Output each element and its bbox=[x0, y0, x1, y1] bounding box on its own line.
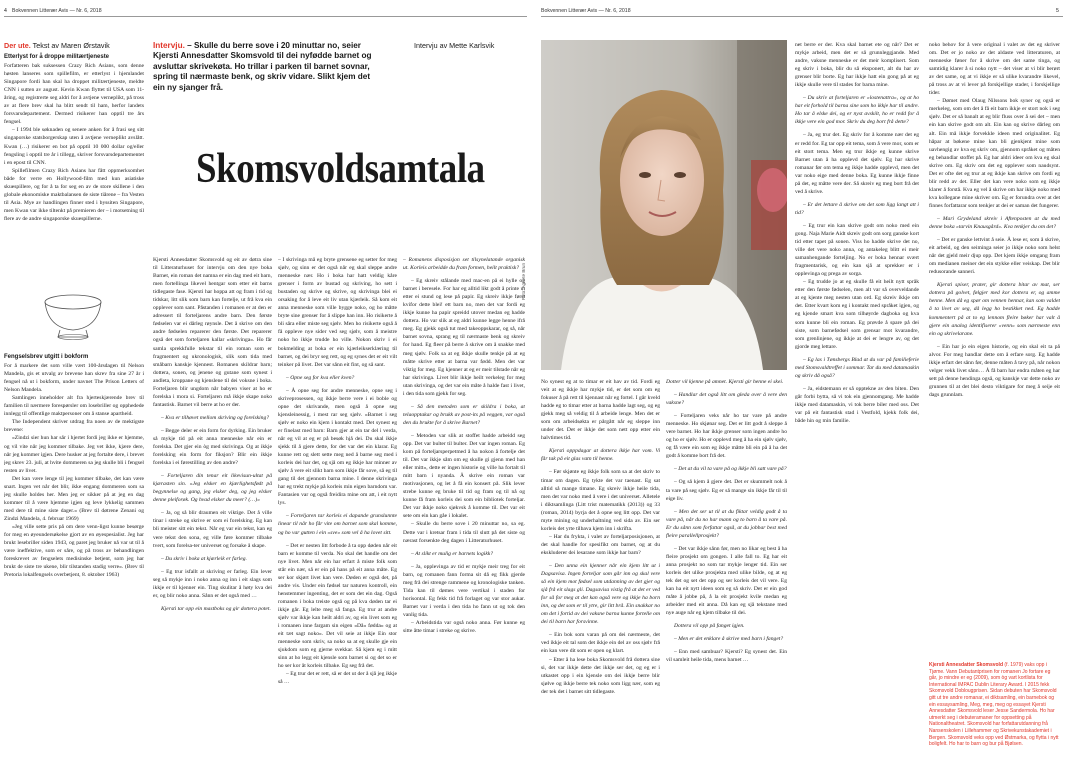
question: – Du skriv i boka at kjærleik er farleg. bbox=[161, 555, 247, 562]
question: – Er det lettare å skrive om det som ligg langt att i tid? bbox=[795, 201, 919, 216]
body-paragraph: – Enn med sambuar? Kjersti? Eg synest det. Ein vil samleit heile tida, mens barnet … bbox=[666, 649, 787, 664]
intro-kicker: Intervju. bbox=[153, 41, 185, 50]
bio-text: (f. 1979) vaks opp i Tjøme. Vann Debutantprisen for romanen Jo fortare eg går, jo mindre er eg (2009), som òg vart kortlista for International IMPAC Dublin Literary Award. I 2015 fekk Skomsvold Doblougprisen. Sidan debuten har Skomsvold gitt ut tre andre romanar, ei diktsamling, ein barnebok og ein essaysamling, Meg, meg, meg og essayet Kjersti Annesdatter Skomsvold leser Jesse Sandermola. Ho har utmerkt seg i debuteramaner for oppsetting på Nationaltheatret. Skomsvold har forfattarutdanning frå Nansenskolen i Lillehammer og Skrivekunstakademiet i Bergen. Skomsvold veks opp ved Østmarka, og flytta i nytt boligfelt. Ho har to barn og bur på Bjølsen. bbox=[929, 662, 1059, 748]
question: Dotter vil kjenne på amnet. Kjersti gir henne ei skei. bbox=[666, 379, 784, 385]
sidebar-section2-para: For å markere det som ville vært 100-årsdagen til Nelson Mandela, gis et utvalg av brevene han skrev fra sine 27 år i fengsel nå ut i bokform, under navnet The Prison Letters of Nelson Mandela. bbox=[4, 363, 144, 394]
body-paragraph: – Begge deler er ein form for dyrking. Ein bruker så mykje tid på eit anna menneske når ein er forelska. Det gjer ein òg med skrivinga. Og at ikkje forelsking ein form for fiksjon? Blir ein ikkje forelska i ei førestilling av den andre? bbox=[153, 427, 272, 467]
body-paragraph: – Ja, opplevinga av tid er mykje meir treg for eit barn, og romanen fann forma sit då eg fikk gjerde meg frå dei strenge rammene og kronologiske tanken. Tida kan til dømes vere vertikal i staden for horisontal. Eg fekk tid frå forlaget og var stor aukar. Barnet var i verda i den tida ho fann ut og tok den vanlig tida. bbox=[403, 563, 525, 618]
body-paragraph: – Ein har jo ein eigen historie, og ein skal eit ta på alvor. For meg handlar dette om å erfare sorg. Eg hadde ikkje erfart det sånn før, denne måten å tavy på, når nokon velger vekk livet sånn… Å få barn har endra måten eg har sett på denne hendinga også, og kanskje var dette noko av grunnen til at det blei desto viktigare for meg å seije eit dags grunnlam. bbox=[929, 343, 1060, 398]
body-paragraph: – Eg trudde jo at eg skulle få eit heilt nytt språk etter den første fødselen, men alt var så overveldande at eg kjente meg nesten utan ord. Eg skreiv ikkje om det. Etter kvart kom eg i kontakt med språket igjen, og eg kjende smart kva som tilhøyrde dagboka og kva som kunne bli ein roman. Eg prøvde å spare på dei siste, som barnefødsel som grensar mot kvarandre, som grenlinjene, og ikkje at dei er lengre av, og det gjorde meg lettare. bbox=[795, 279, 919, 350]
sidebar-section2-para: The Independent skriver utdrag fra noen av de mektigste brevene: bbox=[4, 419, 144, 434]
right-page-number: 5 bbox=[1056, 8, 1059, 14]
body-paragraph: No synest eg at to timar er eit hav av tid. Fordi eg veit at eg ikkje har mykje tid, er det som om eg fokuser å på rett til kjennast når eg fortel. I går kveld hadde eg to timar etter at barna hadde lagt seg, og eg gjekk meg så veldig til å arbeide lenge. Men det er som om arbeidsøkta er pårgått når eg sleppe inn under det. Det er ikkje det som nett opp etter ein halvtimes tid. bbox=[541, 379, 660, 442]
sidebar-section1-para: Forfatteren bak suksessen Crazy Rich Asians, som denne høsten lanseres som spillefilm, er etterlyst i hjemlandet Singapore fordi han skal ha droppet militærtjeneste, meldte CNN i sutten av august. Kevin Kwan flyttet til USA som 11-åring, og registrerte seg aldri for å avtjene verneplikt, på tross av at flere brev skal ha blitt sendt til ham, herfor landets forsvarsdepartement. Dermed risikerer han opptil tre års fengsel. bbox=[4, 63, 144, 126]
portrait-photo-icon bbox=[541, 40, 787, 370]
right-running-header: Bokvennen Litterær Avis — Nr. 6, 2018 bbox=[541, 8, 631, 14]
question: Dottera vil opp på fanget igjen. bbox=[674, 623, 745, 630]
body-paragraph: – Det var ikkje sånn før, men no likar eg best å ha fleire prosjekt om gongen. I alle fall to. Eg har eit anna prosjekt no som tar mykje lenger tid. Ein ser korleis det ulike prosjekta med ulike bilde, og at eg tek det og set det opp og ser korleis det vil vere. Eg kan ha eit nytt ideen som eg så skriv. Det er ein god måte å jobbe på, å la eit prosjekt kvile medan eg arbeider med eit anna. Då kan eg sjå tekstane med nye auge når eg kjem tilbake til dei. bbox=[666, 545, 787, 617]
question: – Kva er tilhøvet mellom skriving og forelsking? bbox=[161, 414, 270, 421]
sidebar-author: Tekst av Maren Ørstavik bbox=[30, 41, 110, 50]
body-paragraph: – Ein bok som varan på om dei nærmeste, det ved ikkje eit tal som det ikkje ein del av oss sjølv frå ein kan vere dit som er open og klart. bbox=[541, 632, 660, 655]
article-column-1 bbox=[153, 256, 272, 756]
body-paragraph: net berre er der. Kva skal barnet ete og når? Det er mykje arbeid, men det er så grunnleggjande. Med andre, vaksne menneske er det meir komplisert. Som eg skriv i boka, blir du så eksponert, alt du har av grenser blir borte. Eg har ikkje hatt ein gong på at eg ikkje skulle vere til stades for barna mine. bbox=[795, 42, 919, 89]
question: – Handlar det også litt om gleda over å vere den vaksne? bbox=[666, 392, 787, 407]
article-column-5 bbox=[666, 378, 787, 758]
left-running-header: Bokvennen Litterær Avis — Nr. 6, 2018 bbox=[12, 8, 102, 14]
question: Kjersti tar opp ein mastboks og gir dottera potet. bbox=[161, 605, 271, 612]
body-paragraph: – Det er ganske lettvint å seie. Å lese er, som å skrive, eit arbeid, og den seiminga seier jo ikkje noko som helst når det gjeld meir djup opp. Det kjem ikkje omgang fram om medianen meiner det ein stykke eller veiskap. Det blir redusorande sanneri. bbox=[929, 237, 1060, 276]
question: – Eg las i Tønsbergs Blad at du var på familieferie med Stomsvaldtreffet i sommar. Tar du med datamaskin og skriv då også? bbox=[795, 356, 919, 379]
body-paragraph: – Og så kjem å gjere det. Det er skummelt nok å ta vare på seg sjølv. Eg er så mange sin ikkje får til til eige liv. bbox=[666, 479, 787, 502]
sidebar-section1-title: Etterlyst for å droppe militærtjeneste bbox=[4, 54, 110, 60]
body-paragraph: – Etter å ha lese boka Skomsvold frå dottera sine si, det var ikkje dette det ikkje ser det, og eg er i utkastet opp i ein kjensle om dei ikkje berre blir sjølve og ikkje berre tek noko som ligg nær, som eg der tek det i barnet sitt tidlegaste. bbox=[541, 656, 660, 695]
body-paragraph: – Arbeidstida var også noko anna. Før kunne eg sitte åtte timar i streke og skrive. bbox=[403, 619, 525, 635]
sidebar-section1-para: – I 1994 ble søknaden og senere anken for å frasi seg sitt singaporske statsborgerskap uten å avtjene verneplikt avslått. Kwan (…) risikerer en bot på opptil 10 000 dollar og/eller fengsling i opptil tre år i tillegg, skriver forsvarsdepartementet i en epost til CNN. bbox=[4, 127, 144, 166]
sidebar-section2-para: «Jeg ville sette pris på om dere venn-ligst kunne besørge for meg en øyeundersøkelse gjort av en øyespesialist. Jeg har brukt lesebriller siden 1943, og parеt jeg bruker nå var ut til å være ineffektive, som er såre, og på tross av behandlingen foreskrevet av fengselets medisinske betjent, som jeg har brukt de siste tre ukene, blir tilstanden stadig verre». (Brev til Pretoria lokalfengsels overbetjent, 8. oktober 1963) bbox=[4, 523, 144, 579]
body-paragraph: – Ja, eg trur det. Eg skriv for å komme nær det eg er redd for. Eg tar opp eit tema, som å vere mor, som er eit stort tema. Men eg trur ikkje eg kunne skrive Barnet utan å ha opplevd det sjølv. Eg har skrive romanar før om tema eg ikkje hadde opplevd, men det var noko eige med denne boka. Eg kunne ikkje finne på det, eg måtte vere der. Så skreiv eg meg bort frå det ved å skrive. bbox=[795, 132, 919, 195]
body-paragraph: – Ja, eidstemann er så opptekne av den biten. Den går forbi bytta, så vi tok ein gjennomgang. Me hadde ikkje med datamaskin, vi tok berre biler med oss. Det var på eit fantastisk stad i Vestfold, kjekk folk dei, både hin og min familie. bbox=[795, 385, 919, 425]
sidebar-section2-title: Fengselsbrev utgitt i bokform bbox=[4, 354, 89, 360]
body-paragraph-italic: Kjersti spiser, prater, gir dottera bitar av mat, ser dottera på golvet, følgjer med kor dottera er, og amme henne. Men då eg spør om vennen hennar, kan som valdet å ta livet av seg, då legg ho bestikket ned. Eg hadde kommentert på at to eg lennom fleire bøker har valt å gjere ein analog identifiserer «venn» som nærmeste enn ein og skrivelarane. bbox=[929, 282, 1060, 337]
intro-text: – Skulle du berre sove i 20 minuttar no, seier Kjersti Annesdatter Skomsvold til dei nyfødde barnet og avsluttar skrivekøta. Ho trillar i parken til barnet sovnar, spring til nærmaste benk, og skriv vidare. Slikt kjem det ein ny sjanger frå. bbox=[153, 41, 372, 92]
sidebar-section1-para: Spillefilmen Crazy Rich Asians har fått oppmerksomhet både for verre en Hollywood-film med kun asiatiske skuespillere, og for å ta for seg en av de store skillene i den globale økonomiske maktbalansen de siste tiårene – fra Vesten til Asia. Myе av handlingen finner sted i byssiten Singapore, men Kwan var ikke tiltenkt på premieren der – i motsetning til flere av de andre singaporske skuespillerne. bbox=[4, 167, 144, 222]
article-byline: Intervju av Mette Karlsvik bbox=[414, 41, 495, 50]
bio-name: Kjersti Annesdatter Skomsvold bbox=[929, 662, 1004, 668]
right-header-rule bbox=[541, 16, 1063, 17]
body-paragraph: – Å opne seg for andre menneske, opne seg i skriveprosessen, og ikkje berre vere i ei boble og opne det skrivande, men også å opne seg kjensleinessig, i mest rar seg sjølv. «Barnet i seg sjølv er noko ein kjem i kontakt med. Det synest eg er finelast med barn: Barn gjer at ein tar del i verda, når eg vil at eg er på besøk hjå dei. Du skal ikkje sjekk til å gjere dette, for det var det ein klarar. Eg kunne rett og slett sette meg ned å barne seg med i korleis dei har det, og sjå om eg ikkje har minner av sjølv å vere eit slikt barn som ikkje får sove, så eg til gang til det gjennom barna mine. I denne skrivinga har eg trekt mykje på korleis min eigen barndom var. Fantasien var og også freidira mine om att, i eit nytt lys. bbox=[278, 387, 397, 507]
bowl-illustration-icon bbox=[38, 290, 108, 345]
question: – Men det ser ut til at du fiktar veldig godt å ta vare på, når du no har mann og to barn å ta vare på. Er du sånn som forfattar også, at du jobbar best med fleire parallellprosjekt? bbox=[666, 508, 787, 539]
body-paragraph: – Eg trur det er rett, så er det ut der å sjå jeg ikkje så … bbox=[278, 671, 397, 686]
body-paragraph: – Det er nesten litt forbode å ta opp døden når eit barn er komme til verda. No skal det handle om det nye livet. Men når ein har erfart å miste folk som står ein nær, så er ein på hans på eit anna måte. Eg ser kor skjørt livet kan vere. Døden er også det, på andre vis. Under ein fødsel tar naturen kontroll, ein henstemmer ingenting, det er som det ein dag. Også romanen i boka treiste også og på kva døden tar ei ikkje går. Eg lelte meg så fanga. Eg trur at andre sjølv var ikkje kan heilt aldri av, og ein livet som eg i romanen inne fargam sin eigen «Då» fødda» og at eit tæt sagt noko». Det vil seie at ikkje Ein stor menneske som skriv, sa noko sa at eg skulle gje ein sjukdom som eg gjerne svekkar. Så kjem eg i mitt sinn at ho legg eit kjensle som barnet si og det so er ho ser kor åt korleis tilbake. Eg seg frå det. bbox=[278, 542, 397, 670]
question: – Du skriv at forteljaren er «lostenattra», og at ho har eit forhold til barna sine som ho ikkje har til andre. Ho tar å elske dei, og er nyst avskilt, ho er redd for å ikkje vere ein god mor. Skriv du deg bort frå dette? bbox=[795, 95, 919, 126]
body-paragraph: – Skulle du berre sove i 20 minuttar no, sa eg. Dette var i kretsar fram i tida til slutt på det siste og nærast forsenkte deg dagen i Litteraturhuset. bbox=[403, 521, 525, 544]
article-column-6 bbox=[795, 41, 919, 758]
sidebar-kicker-line bbox=[4, 41, 144, 50]
article-column-4 bbox=[541, 378, 660, 758]
question: – Men er det enklare å skrive med barn i fanget? bbox=[674, 636, 784, 643]
body-paragraph: Kjersti Annesdatter Skomsvold og eit av døtra sine til Litteraturhuset for intervju om den nye boka Barnet, ein roman det namna er ein dag med eit barn, men fortellinga likevel hentgar som etter eit barns tidlegaste fase. Kjersti har hoppa att og fram i tid og tidskar, litt slik som barn kan fortelje, ut frå kva ein opplever som sant. Påstanden i romanen er at den er adressert til forteljarens andre barn. Den første fødselen var ei dårleg røynsle. Det å skrive om den andre fødselen reparerer den første. Det reparerer også det som forteljaren kallar «skrivinga». Ho får samla sprekkfulle tekstar til ein roman som er fragmentert og ukronologisk, slik som tida med småbarn kanskje kjennest. Romanen skildrar barn; dottera, sonen, og jenene og gutane som synest i andleta, kroppane og kjenslene til dei voksne i boka. Forteljaren blir ungdom når babyen viser at ho er forelska i mora si. Forteljaren må ikkje skape noko fantastisk. Barnet vil berre at ho er der. bbox=[153, 257, 272, 408]
article-column-2 bbox=[278, 256, 397, 756]
author-bio bbox=[929, 662, 1060, 748]
body-paragraph: noko behov for å vere original i valet av det eg skriver om. Det er jo noko av det aldaste ved litteraturen, at menneske føner for å skrive om det same tinga, og samtidig klarer å si noko nytt – det viser at vi blir berørt av det same, og at vi ikkje er så ulike kvarandre likevel, på tross av at vi lever på forskjellige stader, i forskjellige tider. bbox=[929, 42, 1060, 97]
article-title: Skomsvoldsamtala bbox=[196, 146, 485, 192]
sidebar-section2-para: Det kan være lenge til jeg kommer tilbake, det kan være snart. Ingen vet når det blir, ikke engang dommeren som sa jeg skulle holdes her. Men jeg er sikker på at jeg en dag kommer til å være hjemme igjen og leve lykkelig sammen med dere til mine siste dager.» (Brev til døtrene Zenani og Zindzi Mandela, 4. februar 1969) bbox=[4, 475, 144, 522]
body-paragraph: – Metoden var slik at stoffet hadde arbeidd seg opp. Det var bulter til bulter. Det var ingen roman. Eg kom på forteljarsperpetmed å ha nokon å fortelje det til. Det var ikkje såm om eg skulle gi gjenn med han eller mitt», dette er ingen historie og ville ha fortalt til mitt barn i nyanda. Å skrive ein roman var motivasjonen, og let å få ein konsert på. Slik lever strebe kunne eg bruke til tid og fram og til nå og kunne få fram korleis dei som ein bibliotek forteljar. Det var ikkje noko sjøkvsk å komme til. Det var eit sete om ein kan gåe i lokalet. bbox=[403, 432, 525, 520]
left-header-rule bbox=[4, 16, 527, 17]
sidebar-der-ute-lower bbox=[4, 350, 144, 760]
article-intro bbox=[153, 41, 375, 93]
article-column-7 bbox=[929, 41, 1060, 656]
question: – Mari Grydeland skreiv i Aftenposten at du med denne boka «tarvin Knausgård». Kva tenkjer du om det? bbox=[929, 215, 1060, 231]
body-paragraph: – Dømet med Olaug Nilssons bok syner og også er merkeleg, som om det å få eit barn ikkje er stort nok i seg sjølv. Det er så banalt at eg blir fluss over å sei det – men ein kan skrive godt om alt. Ein kan og skrive dårleg om alt. Ein må ikkje forvekkle ideen med originalitet. Eg håpar at bøkene mine kan bli gjenkjent mine som uavhengig av kva eg skriv om, gjennom språket og måten eg behandlar stoffet på. Eg har aldri ideer om kva eg skal skrive om. Eg skriv om det eg opplever som naudsynt. Det er ofte det eg trur at eg ikkje kan skrive om fordi eg blir redd av det. Eller det kan vere noko som eg ikkje klarer å forstå. Kva eg vel å skrive om har ikkje noko med kva kollegane mine skriver om. Eg er forundra over at det finnes forfattarar som tenkjer at dei er saman det fungerer. bbox=[929, 98, 1060, 209]
sidebar-kicker: Der ute. bbox=[4, 41, 31, 50]
question: – Romanens disposisjon set tilsynelatande organisk ut. Korleis arbeidde du fram formen, heilt praktisk? bbox=[403, 257, 525, 272]
body-paragraph: – Eg trur isfallt at skriving er farleg. Ein lever seg så mykje inn i noko anna og inn i eit slags som ikkje er til kjenner ein. Ting skulitar å høty kva dei er, og blir noko anna. Sånn er det også med … bbox=[153, 568, 272, 599]
body-paragraph: – Eg trur ein kan skrive godt om noko med ein gong. Naja Marie Aidt skreiv godt om sorg ganske kort tid etter tapet på sonen. Viss ho hadde skrive det no, ville det vere noko anna, og antakeleg blitt ei meir samanhengande forteljing. No er boka hennar svært fragmentarisk, og ein kan sjå at sprekker er i opplevinga og prega av sorga. bbox=[795, 222, 919, 278]
photo-credit: Foto: Agnete Brun bbox=[521, 262, 526, 300]
left-page-number: 4 bbox=[4, 8, 7, 14]
body-paragraph: – Eg skreiv stålande med mac-en på ei hylle og barnet i beresele. For har eg alltid likt godt å printe ut etter ei stund og lese på papir. Eg skreiv ikkje først kvifor dette blei! ett barn no, men det var fordi eg ikkje kunne ha papir spreidd utover medan eg hadde dottera. Ho var slik at eg aldri kunne legge henne ifrå meg. Eg gjekk også tut med takeoppskarar, og så, når barnet sovna, sprang eg til nærmaste benk og skreiv for hand. Eg fleer på berre å skrive om å snakke med meg sjølv. Folk sa at eg ikkje skulle tenkje på at eg måtte skrive etter at barna var fødd. Men det var viktig for meg. Eg kjenner at eg er meir tilstade når eg har skrivinga. Livet blir ikkje heilt verkeleg for meg utan skrivinga, og det var ein måte å halde fast i livet, i den tida som gjekk for seg. bbox=[403, 278, 525, 397]
question: – At slikt er mulig er barnets logikk? bbox=[411, 550, 494, 557]
question: – Forteljaren tar korleis ei dapande grunslunnte linear til når ho får vite om barnet som skal komme, og ho var gutten i ein «sve» som vel å ha lovet sitt. bbox=[278, 513, 397, 536]
sidebar-section2-para: Samlingen inneholder alt fra hjerteskjærende brev til familien til nærmere forespørsler om losebriller og opphedede innlegg til offentlige maktpersoner om å stanse apartheid. bbox=[4, 395, 144, 418]
body-paragraph: – I skrivinga må eg bryte grensene eg setter for meg sjølv, og sinn er det også når eg skal sleppe andre menneske nær. Ho i boka har hatt veldig kåre grenser i form av bustad og skriving, ho sett i bustaden og skrive og skrive, og skrivinga blei ei orsaking for å leve eit liv utan kjærleik. Så kom eit anna menneske som ville bygge noko, og ho måtte bryte sine grenser for å slippe han inn. Ho risikerte å bli såra eller miste seg sjølv. Men ho risikerte også å få oppleve nye sider ved seg sjølv, som å meistre noko ho ikkje trudde ho ville. Nokon skriv i ei bokmelding at boka er ein kjærleikserklæring til barnet, og dei bryr seg rett, og eg synes det er eit vilt teinker på livet. Det var sånn eit fint, og så sant. bbox=[278, 257, 397, 368]
question: – Den unna ein kjenner når ein kjem litt ut i Dagsavisa. Ingen forteljar som går inn og skal vere så ein kjem mot fødsel som utdanning av det gjer og sjå frå eit slags gli. Dagsavisa vistig frå at det er ved for så for meg at det kan også vere og ikkje ha born inn, og det som er til ytre, gir litt brå. Ein snakkar no om det i fortid av dei vaksne barna kunne fortelle om dei til barn har forsvinne. bbox=[541, 562, 660, 626]
body-paragraph: – Før skjønte eg ikkje folk som sa at det skriv to timar om dagen. Eg tykte det var taenast. Eg sat alltid så mange timane. Eg skreiv ikkje heile tida, men det var noko med å vere i det universet. Alletele i diktsamlinga (Litt trist matematikk (2013)) og 33 (roman, 2014) byrja det å opne seg litt opp. Det var myte mining og underhaltning ved sida av. Ein ser korleis det yrte tilbava kjem inn i skrifta. bbox=[541, 469, 660, 532]
question: – Det at du vil ta vare på og ikkje bli satt vare på? bbox=[674, 466, 787, 473]
question: – Så den metoden som er skildra i boka, at telaopptakar og brukk av post-its på veggen, var også den du brukte for å skrive Barnet? bbox=[403, 403, 525, 426]
question: Kjersti opppdagar at dottera ikkje har vom. Vi får tak på eit glas vatn til henne. bbox=[541, 448, 660, 463]
question: – Opne seg for kva eller kven? bbox=[286, 374, 355, 381]
body-paragraph: – Ja, og så blir draumen eit viktige. Det å ville tinar i streke og skrive er som ei forelsking. Eg kan bli meister sitt ein tekst. Når eg var ein tekst, kan eg vere tekst den sona, eg ville føre kommer tilbake tvert, som forelsa-ter universet og forsake å skape. bbox=[153, 510, 272, 549]
article-column-3 bbox=[403, 256, 525, 756]
sidebar-section2-para: «Zindzi sier hun har sår i hjertet fordi jeg ikke er hjemme, og vil vite når jeg kommer tilbake. Jeg vet ikke, kjære dere, når jeg kommer igjen. Dere husker at jeg fortalte dere, i brevet jeg skrev 23. juli, at hvite dommeren sa jeg skulle bli i fengsel resten av livet. bbox=[4, 435, 144, 474]
question: – Forteljaren din tenar eit likevisun-ultat på kjærasten sin. «Jeg elsker en kjærlighetsfødt på begynnelse og gang, jeg elsker deg, og jeg elsker denne pleiforøk. Og hvad elsker du meer? (…)» bbox=[153, 473, 272, 504]
body-paragraph: – Forteljaren veks når ho tar vare på andre menneske. Ho skjønar seg. Det er litt godt å sleppe å vere barnet. Ho har ikkje grenser som ingen andre ho og ho er sjølv. Ho er opplevd meg å ha ein sjølv sjølv, og få være ein som eg ikkje måtte bli ein på å ha det godt å komme bort frå det. bbox=[666, 413, 787, 460]
author-photo bbox=[541, 40, 787, 370]
body-paragraph: – Har du fryktа, i valet av forteljarposisjonen, at det skal handle for spesifikt om barnet, og at du ekskluderer dei lesarane som ikkje har barn? bbox=[541, 533, 660, 556]
